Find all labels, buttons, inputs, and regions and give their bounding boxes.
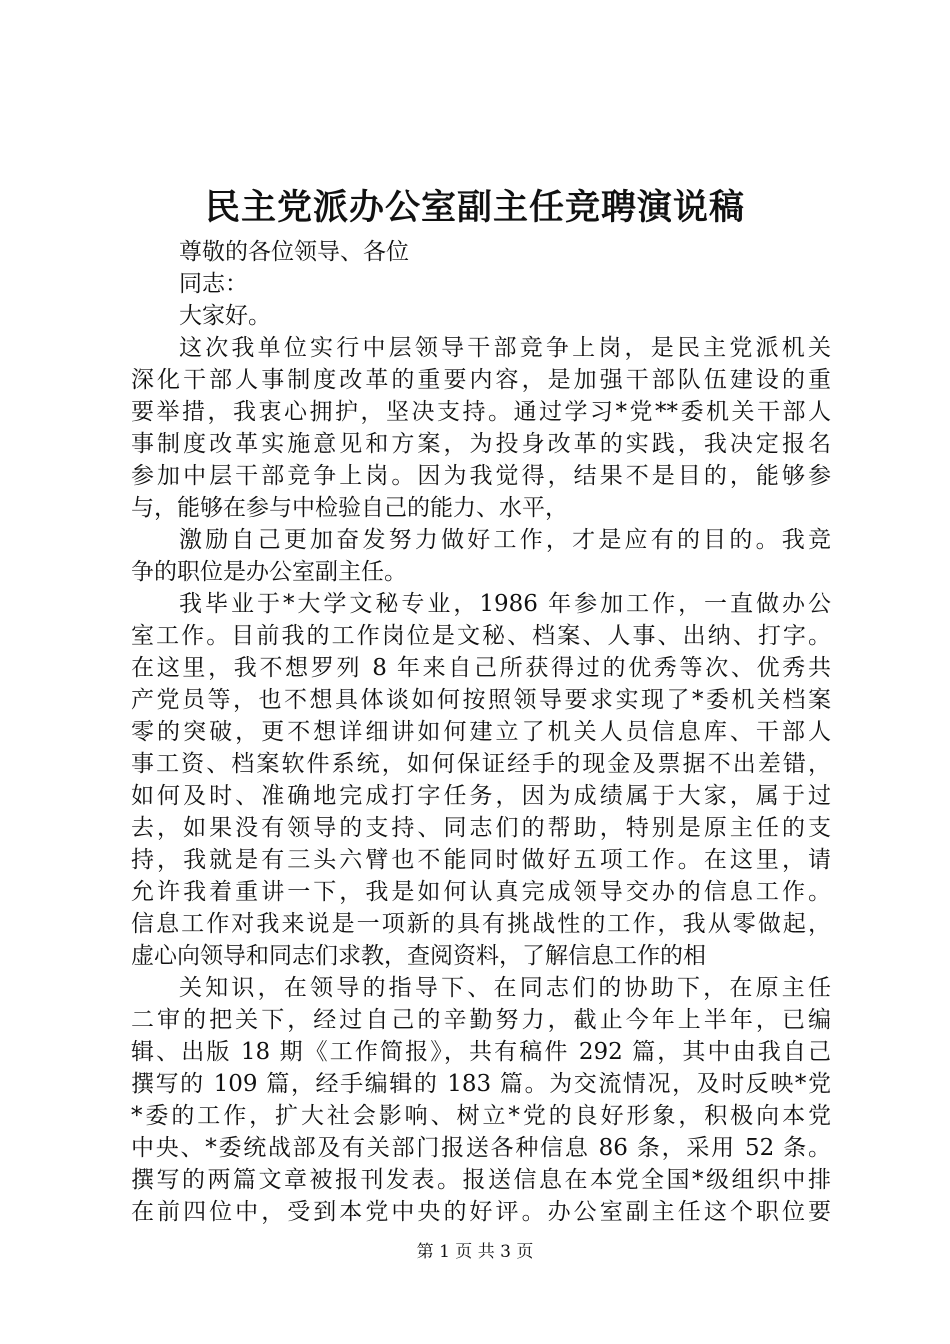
text-line: 辑、出版 18 期《工作简报》，共有稿件 292 篇，其中由我自己 [131, 1039, 831, 1065]
text-line: 这次我单位实行中层领导干部竞争上岗，是民主党派机关 [179, 335, 831, 361]
text-line: 撰写的两篇文章被报刊发表。报送信息在本党全国*级组织中排 [131, 1167, 831, 1193]
text-line: 尊敬的各位领导、各位 [179, 239, 409, 265]
text-line: 事工资、档案软件系统，如何保证经手的现金及票据不出差错， [131, 751, 831, 777]
text-line: 产党员等，也不想具体谈如何按照领导要求实现了*委机关档案 [131, 687, 831, 713]
text-line: 零的突破，更不想详细讲如何建立了机关人员信息库、干部人 [131, 719, 831, 745]
text-line: 在这里，我不想罗列 8 年来自己所获得过的优秀等次、优秀共 [131, 655, 831, 681]
text-line: 中央、*委统战部及有关部门报送各种信息 86 条，采用 52 条。 [131, 1135, 831, 1161]
text-line: 撰写的 109 篇，经手编辑的 183 篇。为交流情况，及时反映*党 [131, 1071, 831, 1097]
document-title: 民主党派办公室副主任竞聘演说稿 [204, 187, 745, 228]
document-body [131, 236, 831, 1228]
text-line: 要举措，我衷心拥护，坚决支持。通过学习*党**委机关干部人 [131, 399, 831, 425]
text-line: 室工作。目前我的工作岗位是文秘、档案、人事、出纳、打字。 [131, 623, 831, 649]
text-line: 事制度改革实施意见和方案，为投身改革的实践，我决定报名 [131, 431, 831, 457]
page-footer: 第 1 页 共 3 页 [416, 1242, 534, 1262]
text-line: 关知识，在领导的指导下、在同志们的协助下，在原主任 [179, 975, 831, 1001]
text-line: 如何及时、准确地完成打字任务，因为成绩属于大家，属于过 [131, 783, 831, 809]
text-line: 深化干部人事制度改革的重要内容，是加强干部队伍建设的重 [131, 367, 831, 393]
text-line: 参加中层干部竞争上岗。因为我觉得，结果不是目的，能够参 [131, 463, 831, 489]
text-line: 在前四位中，受到本党中央的好评。办公室副主任这个职位要 [131, 1199, 831, 1225]
text-line: 大家好。 [179, 303, 271, 329]
text-line: 我毕业于*大学文秘专业，1986 年参加工作，一直做办公 [179, 591, 831, 617]
text-line: 信息工作对我来说是一项新的具有挑战性的工作，我从零做起， [131, 911, 831, 937]
text-line: 与，能够在参与中检验自己的能力、水平， [131, 495, 568, 521]
text-line: *委的工作，扩大社会影响、树立*党的良好形象，积极向本党 [131, 1103, 831, 1129]
text-line: 激励自己更加奋发努力做好工作，才是应有的目的。我竞 [179, 527, 831, 553]
text-line: 虚心向领导和同志们求教，查阅资料，了解信息工作的相 [131, 943, 706, 969]
text-line: 二审的把关下，经过自己的辛勤努力，截止今年上半年，已编 [131, 1007, 831, 1033]
text-line: 持，我就是有三头六臂也不能同时做好五项工作。在这里，请 [131, 847, 831, 873]
text-line: 同志： [179, 271, 248, 297]
text-line: 争的职位是办公室副主任。 [131, 559, 407, 585]
text-line: 允许我着重讲一下，我是如何认真完成领导交办的信息工作。 [131, 879, 831, 905]
text-line: 去，如果没有领导的支持、同志们的帮助，特别是原主任的支 [131, 815, 831, 841]
